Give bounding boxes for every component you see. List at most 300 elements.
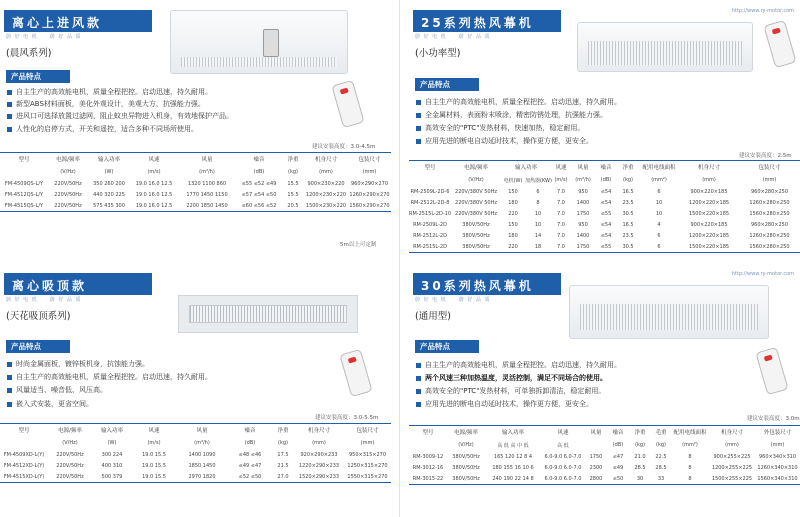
table-cell: RM-3009-12 [412, 454, 444, 460]
section-title: 离心上进风款 [4, 10, 152, 32]
feature-item: 两个风速三种加热温度，灵活控制，满足不同场合的使用。 [415, 373, 607, 384]
table-cell: RM-2515L-2D-10 [409, 211, 452, 217]
table-cell: 8 [688, 454, 692, 460]
table-header-cell: 高 低 高 中 低 [497, 442, 529, 449]
table-cell: RM-2512L-2D-8 [410, 200, 450, 206]
table-cell: 1560×290×270 [348, 201, 391, 212]
table-cell: RM-2509L-2D-6 [410, 189, 450, 195]
table-cell: 2300 [589, 465, 603, 471]
table-header-cell: 净重 [272, 424, 294, 437]
table-cell: 1200×230×220 [305, 192, 347, 198]
section-centrifugal-ceiling [0, 263, 391, 517]
website-url: http://www.ry-motor.com [731, 8, 794, 14]
table-cell: 220 [501, 242, 525, 253]
table-cell: ≤47 [612, 454, 624, 460]
table-header-cell: 机身尺寸 [679, 161, 739, 174]
ceiling-unit-product-image [178, 295, 358, 333]
table-cell: 1750 [571, 242, 595, 253]
section-subtitle: 蔚 好 电 机 蔚 好 品 质 [415, 34, 491, 40]
table-cell: 15.5 [287, 181, 299, 187]
table-cell: 500 379 [92, 472, 132, 483]
table-cell: ≤54 [600, 222, 612, 228]
feature-item: 新型ABS材料面板，美化外观设计，美观大方，抗强能力强。 [6, 99, 205, 110]
table-cell: 30.5 [617, 242, 639, 253]
table-cell: 8 [671, 474, 709, 485]
table-header-cell [0, 166, 48, 179]
table-cell: 19.0 15.5 [142, 452, 166, 458]
table-header-cell: (mm²) [651, 177, 667, 183]
table-header-cell: 型号 [409, 161, 451, 174]
table-cell: ≤55 [600, 211, 612, 217]
table-cell: 1260×280×250 [749, 200, 790, 206]
table-cell: 6.0-9.0 6.0-7.0 [544, 454, 582, 460]
table-cell: 1560×280×250 [739, 242, 800, 253]
table-header-cell [585, 439, 607, 452]
table-cell: 1200×220×185 [688, 200, 730, 206]
table-cell: 28.5 [634, 465, 646, 471]
table-header-cell: (mm) [362, 169, 377, 175]
table-cell: 1500×220×185 [679, 242, 739, 253]
table-cell: ≤55 [595, 242, 617, 253]
table-cell: 7.0 [557, 189, 565, 195]
table-cell: 8 [688, 465, 692, 471]
table-header-cell: 高 低 [557, 442, 569, 449]
table-cell: 380V/50Hz [462, 233, 490, 239]
install-height-note: 建议安装高度：3.0-5.5m [315, 415, 379, 421]
series-name: (晨风系列) [6, 48, 52, 59]
table-cell: 6 [657, 189, 661, 195]
table-cell: 350 260 200 [93, 181, 125, 187]
table-header-cell: (m³/h) [194, 440, 210, 446]
table-cell: 400 310 [101, 463, 123, 469]
table-header-cell: 风速 [551, 161, 571, 174]
table-header-row [409, 174, 800, 187]
table-header-cell [409, 174, 451, 187]
table-header-cell: (V/Hz) [62, 440, 78, 446]
spec-table [0, 152, 391, 212]
feature-item: 全金属材料，表面粉末喷涂，精密防锈处理，抗强能力强。 [415, 110, 607, 121]
table-cell: 6 [536, 189, 540, 195]
table-cell: 960×340×310 [758, 454, 796, 460]
air-curtain-product-image [170, 10, 348, 74]
table-cell: 220V/380V 50Hz [455, 189, 497, 195]
feature-item: 自主生产的高效能电机，质量全程把控。启动迅速，持久耐用。 [415, 97, 621, 108]
table-cell: 1400 1090 [188, 452, 216, 458]
table-cell: 1560×340×310 [755, 474, 800, 485]
spec-table [409, 160, 800, 253]
table-cell: ≤57 ≤54 ≤50 [241, 192, 277, 198]
remote-control-image [755, 347, 788, 395]
table-cell: FM-4515QS-L/Y [0, 201, 48, 212]
remote-control-image [331, 80, 364, 128]
table-header-cell: (m/s) [554, 177, 568, 183]
table-header-cell: 外包装尺寸 [755, 426, 800, 439]
table-cell: 220V/50Hz [54, 181, 82, 187]
table-header-cell: 风速 [130, 153, 178, 166]
table-cell: 380V/50Hz [451, 242, 501, 253]
table-header-cell: (mm) [319, 169, 333, 175]
table-header-cell: 机身尺寸 [709, 426, 755, 439]
feature-item: 自主生产的高效能电机，质量全程把控。启动迅速，持久耐用。 [6, 372, 212, 383]
table-cell: 220V/50Hz [48, 472, 92, 483]
table-row [409, 220, 800, 231]
table-header-cell: 加热器(KW) [525, 177, 552, 184]
table-header-cell: 输入功率 [485, 426, 541, 439]
table-cell: 8 [536, 200, 540, 206]
table-row [0, 450, 391, 461]
table-header-cell: 输入功率 [501, 161, 551, 174]
table-row [0, 179, 391, 190]
feature-item: 应用先进的断电自动延时技术，操作更方便，更安全。 [415, 136, 593, 147]
table-cell: 1200×255×225 [711, 465, 753, 471]
table-header-cell: 净重 [629, 426, 651, 439]
table-cell: 18 [525, 242, 551, 253]
table-cell: 7.0 [557, 200, 565, 206]
feature-item: 高效安全的"PTC"发热材料，可单独拆卸清洁，稳定耐用。 [415, 386, 605, 397]
section-subtitle: 蔚 好 电 机 蔚 好 品 质 [6, 297, 82, 303]
table-cell: 33 [651, 474, 671, 485]
features-heading: 产品特点 [415, 78, 479, 91]
feature-item: 应用先进的断电自动延时技术，操作更方便，更安全。 [415, 399, 593, 410]
table-header-cell: 噪音 [228, 424, 272, 437]
table-cell: 2800 [585, 474, 607, 485]
table-cell: 1750 [576, 211, 590, 217]
table-cell: 220V/50Hz [54, 192, 82, 198]
table-cell: 1260×280×250 [749, 233, 790, 239]
install-height-note: 建议安装高度：3.0-4.5m [312, 144, 376, 150]
table-header-cell: 风量 [571, 161, 595, 174]
feature-item: 时尚金属面板，镀锌板机身，抗蚀能力强。 [6, 359, 149, 370]
table-cell: 10 [655, 200, 663, 206]
table-header-cell: (mm) [702, 177, 716, 183]
table-header-cell: (kg) [288, 169, 298, 175]
table-cell: 1770 1450 1150 [186, 192, 228, 198]
table-cell: 1400 [576, 233, 590, 239]
table-cell: 14 [534, 233, 542, 239]
table-cell: 220V/50Hz [56, 463, 84, 469]
section-25-series [409, 0, 800, 254]
table-cell: 220V/380V 50Hz [455, 211, 497, 217]
table-header-cell: 包装尺寸 [739, 161, 800, 174]
table-cell: 950×315×270 [348, 452, 386, 458]
table-cell: 1550×315×270 [344, 472, 391, 483]
table-header-cell: 净重 [282, 153, 304, 166]
table-header-cell: 型号 [0, 153, 48, 166]
table-cell: 1260×340×310 [757, 465, 798, 471]
table-header-cell: (m/s) [147, 440, 161, 446]
table-cell: 220V/380V 50Hz [455, 200, 497, 206]
table-header-cell: (mm) [725, 442, 739, 448]
table-row [0, 201, 391, 212]
table-header-cell: (kg) [635, 442, 645, 448]
table-cell: 21.5 [277, 463, 289, 469]
table-cell: FM-4509XD-L(Y) [3, 452, 45, 458]
table-header-cell [0, 437, 48, 450]
table-cell: 2200 1850 1450 [178, 201, 236, 212]
table-cell: 19.0 15.5 [142, 463, 166, 469]
table-cell: 1750 [589, 454, 603, 460]
table-header-row [409, 426, 800, 439]
series-name: (天花吸顶系列) [6, 311, 71, 322]
table-cell: 220V/50Hz [48, 201, 88, 212]
table-cell: 20.5 [282, 201, 304, 212]
table-header-cell: (V/Hz) [468, 177, 484, 183]
table-cell: FM-4512XD-L(Y) [3, 463, 45, 469]
table-cell: ≤54 [600, 189, 612, 195]
table-cell: 15.5 [287, 192, 299, 198]
table-row [409, 187, 800, 198]
table-header-row [409, 161, 800, 174]
table-cell: RM-3015-22 [409, 474, 447, 485]
table-header-row [409, 439, 800, 452]
table-cell: 19.0 16.0 12.5 [130, 201, 178, 212]
table-cell: 960×290×270 [350, 181, 388, 187]
feature-item: 风量适当、噪音低、风压高。 [6, 385, 107, 396]
table-cell: FM-4512QS-L/Y [4, 192, 44, 198]
table-header-cell: 机身尺寸 [304, 153, 348, 166]
air-curtain-product-image [577, 22, 753, 72]
table-header-cell: 风量 [585, 426, 607, 439]
table-cell: ≤50 [607, 474, 629, 485]
table-header-cell: (V/Hz) [458, 442, 474, 448]
table-row [0, 461, 391, 472]
table-header-cell: 包装尺寸 [348, 153, 391, 166]
table-row [409, 242, 800, 253]
table-header-cell: 净重 [617, 161, 639, 174]
table-cell: 900×230×220 [307, 181, 345, 187]
feature-item: 自主生产的高效能电机，质量全程把控。启动迅速，持久耐用。 [6, 87, 212, 98]
features-heading: 产品特点 [6, 70, 70, 83]
table-cell: 7.0 [557, 211, 565, 217]
table-cell: 150 [508, 189, 518, 195]
feature-item: 自主生产的高效能电机，质量全程把控。启动迅速，持久耐用。 [415, 360, 621, 371]
table-cell: 180 155 16 10 6 [492, 465, 534, 471]
table-header-cell: 电源/频率 [48, 424, 92, 437]
remote-control-image [339, 349, 372, 397]
table-cell: 30.5 [622, 211, 634, 217]
table-cell: 220 [508, 211, 518, 217]
table-cell: 1200×220×185 [688, 233, 730, 239]
table-cell: 1220×290×233 [298, 463, 340, 469]
table-header-cell: (m³/h) [199, 169, 215, 175]
table-row [0, 472, 391, 483]
section-subtitle: 蔚 好 电 机 蔚 好 品 质 [415, 297, 491, 303]
table-cell: 7.0 [557, 222, 565, 228]
table-row [409, 474, 800, 485]
table-header-cell: (dB) [244, 440, 256, 446]
table-cell: 30 [629, 474, 651, 485]
table-cell: FM-4509QS-L/Y [4, 181, 44, 187]
table-header-cell: (dB) [253, 169, 265, 175]
table-cell: 380V/50Hz [462, 222, 490, 228]
section-subtitle: 蔚 好 电 机 蔚 好 品 质 [6, 34, 82, 40]
table-cell: 6 [657, 233, 661, 239]
table-cell: 960×280×250 [751, 222, 789, 228]
table-cell: 1560×280×250 [749, 211, 790, 217]
table-cell: 1260×290×270 [349, 192, 390, 198]
table-header-cell [409, 439, 447, 452]
table-cell: 21.0 [634, 454, 646, 460]
table-cell: 950 [578, 189, 588, 195]
table-cell: ≤55 ≤52 ≤49 [241, 181, 277, 187]
table-cell: RM-2509L-2D [413, 222, 447, 228]
table-row [409, 231, 800, 242]
table-cell: 950 [578, 222, 588, 228]
table-cell: 1500×255×225 [709, 474, 755, 485]
table-cell: 16.5 [622, 222, 634, 228]
table-header-cell: 配用电线面积 [639, 161, 679, 174]
table-cell: 180 [508, 233, 518, 239]
section-30-series [409, 263, 800, 517]
table-header-cell: (kg) [278, 440, 288, 446]
table-cell: 960×280×250 [751, 189, 789, 195]
table-cell: 1850 1450 [188, 463, 216, 469]
table-cell: 2970 1820 [176, 472, 228, 483]
table-cell: ≤52 ≤50 [228, 472, 272, 483]
table-header-cell: 风速 [132, 424, 176, 437]
series-name: (通用型) [415, 311, 451, 322]
spec-table [409, 425, 800, 485]
table-header-cell: 配用电线面积 [671, 426, 709, 439]
table-header-cell: (m³/h) [575, 177, 591, 183]
table-row [409, 452, 800, 463]
table-cell: ≤48 ≤46 [238, 452, 262, 458]
table-header-cell: (kg) [623, 177, 633, 183]
spec-table [0, 423, 391, 483]
air-curtain-product-image [569, 285, 769, 339]
page-divider [399, 0, 400, 517]
table-cell: 16.5 [622, 189, 634, 195]
table-row [409, 209, 800, 220]
table-header-cell: 风量 [176, 424, 228, 437]
table-header-cell: (m/s) [147, 169, 161, 175]
table-cell: RM-3012-16 [412, 465, 444, 471]
table-cell: 6.0-9.0 6.0-7.0 [541, 474, 585, 485]
table-header-cell: 输入功率 [92, 424, 132, 437]
table-cell: ≤49 ≤47 [238, 463, 262, 469]
table-header-cell: (dB) [612, 442, 624, 448]
table-cell: 440 320 225 [93, 192, 125, 198]
table-header-cell: (mm²) [682, 442, 698, 448]
feature-item: 人性化的启停方式，开关和遥控，适合多种不同场所使用。 [6, 124, 198, 135]
table-header-cell: 电机(W) [503, 177, 523, 184]
table-cell: 920×290×233 [300, 452, 338, 458]
features-heading: 产品特点 [6, 340, 70, 353]
table-header-cell: 电源/频率 [48, 153, 88, 166]
table-header-cell: (kg) [656, 442, 666, 448]
table-cell: ≤54 [600, 200, 612, 206]
table-header-cell: (mm) [770, 442, 785, 448]
table-header-row [0, 166, 391, 179]
install-height-note: 建议安装高度：3.0m [747, 416, 800, 422]
table-header-cell: 噪音 [595, 161, 617, 174]
table-header-cell: (W) [107, 440, 117, 446]
table-cell: 1250×315×270 [347, 463, 388, 469]
table-cell: 380V/50Hz [447, 474, 485, 485]
table-header-cell: 风量 [178, 153, 236, 166]
table-cell: 27.0 [272, 472, 294, 483]
remote-control-image [763, 20, 796, 68]
table-header-cell: 输入功率 [88, 153, 130, 166]
table-cell: 1500×220×185 [688, 211, 730, 217]
table-header-cell: (V/Hz) [60, 169, 76, 175]
table-cell: 19.0 16.0 12.5 [135, 181, 173, 187]
feature-item: 高效安全的"PTC"发热材料，快速加热，稳定耐用。 [415, 123, 584, 134]
table-header-cell: (dB) [600, 177, 612, 183]
table-cell: 220V/50Hz [56, 452, 84, 458]
table-cell: 6.0-9.0 6.0-7.0 [544, 465, 582, 471]
table-cell: 7.0 [557, 233, 565, 239]
table-cell: 22.5 [655, 454, 667, 460]
table-cell: 19.0 15.5 [132, 472, 176, 483]
section-title: 30系列热风幕机 [413, 273, 561, 295]
table-cell: ≤60 ≤56 ≤52 [236, 201, 282, 212]
table-cell: 23.5 [622, 233, 634, 239]
table-cell: ≤54 [600, 233, 612, 239]
table-cell: 380V/50Hz [452, 454, 480, 460]
table-header-cell: 毛重 [651, 426, 671, 439]
table-row [0, 190, 391, 201]
table-cell: 23.5 [622, 200, 634, 206]
table-header-cell: 电源/频率 [447, 426, 485, 439]
table-cell: 180 [508, 200, 518, 206]
table-header-cell: (mm) [762, 177, 777, 183]
table-cell: 240 190 22 14 8 [485, 474, 541, 485]
section-title: 离心吸顶款 [4, 273, 152, 295]
table-header-row [0, 153, 391, 166]
table-header-row [0, 424, 391, 437]
table-cell: 17.5 [277, 452, 289, 458]
table-header-cell: 噪音 [607, 426, 629, 439]
table-cell: 165 120 12 8 4 [493, 454, 533, 460]
table-cell: 4 [657, 222, 661, 228]
table-cell: FM-4515XD-L(Y) [0, 472, 48, 483]
table-row [409, 463, 800, 474]
table-cell: RM-2512L-2D [413, 233, 447, 239]
table-header-cell: 包装尺寸 [344, 424, 391, 437]
table-header-cell: 电源/频率 [451, 161, 501, 174]
table-cell: 380V/50Hz [452, 465, 480, 471]
table-header-cell: 型号 [0, 424, 48, 437]
table-header-cell: (W) [104, 169, 114, 175]
custom-note: 5m以上可定制 [340, 242, 377, 248]
table-header-cell: (mm) [360, 440, 375, 446]
table-cell: 1500×230×220 [304, 201, 348, 212]
table-cell: 900×220×185 [690, 222, 728, 228]
table-cell: 10 [655, 211, 663, 217]
table-cell: 900×255×225 [713, 454, 751, 460]
feature-item: 进风口可选择放置过滤网，阻止蚊虫异物进入机身，有效地保护产品。 [6, 111, 233, 122]
feature-item: 嵌入式安装，更省空间。 [6, 399, 93, 410]
table-row [409, 198, 800, 209]
table-cell: 1400 [576, 200, 590, 206]
section-title: 25系列热风幕机 [413, 10, 561, 32]
table-header-row [0, 437, 391, 450]
table-cell: 900×220×185 [690, 189, 728, 195]
table-cell: 150 [508, 222, 518, 228]
table-cell: RM-2515L-2D [409, 242, 451, 253]
features-heading: 产品特点 [415, 340, 479, 353]
table-cell: 7.0 [551, 242, 571, 253]
series-name: (小功率型) [415, 48, 461, 59]
table-cell: 10 [534, 211, 542, 217]
table-header-cell: 风速 [541, 426, 585, 439]
table-cell: 28.5 [655, 465, 667, 471]
table-cell: 1520×290×233 [294, 472, 344, 483]
table-header-cell: 噪音 [236, 153, 282, 166]
install-height-note: 建议安装高度：2.5m [739, 153, 792, 159]
table-cell: 6 [639, 242, 679, 253]
